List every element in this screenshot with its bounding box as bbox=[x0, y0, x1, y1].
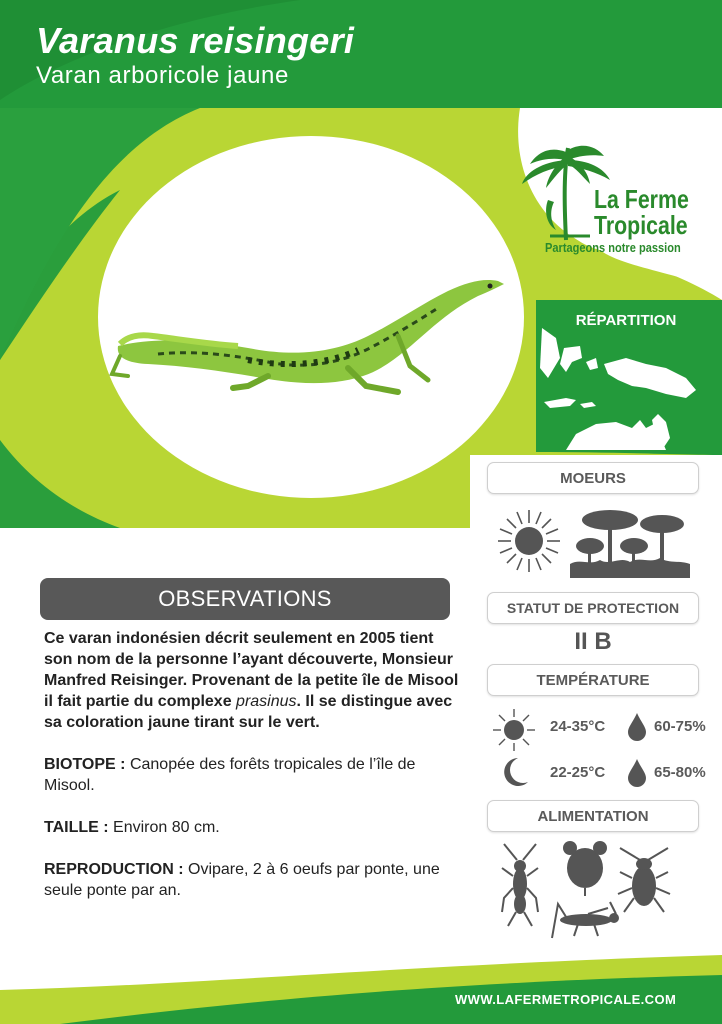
humidity-drop-icon bbox=[626, 758, 648, 788]
temperature-label: TEMPÉRATURE bbox=[487, 664, 699, 696]
moeurs-label: MOEURS bbox=[487, 462, 699, 494]
observations-text-a: Ce varan indonésien décrit seulement en 2005 tient son nom de la personne l’ayant découverte, Monsieur Manfred Reisinger. Provenant de la petite île de Misool il fait partie du complexe bbox=[44, 630, 459, 710]
website-url[interactable]: WWW.LAFERMETROPICALE.COM bbox=[455, 992, 677, 1007]
cricket-icon bbox=[498, 842, 542, 928]
species-photo bbox=[98, 136, 524, 498]
sun-day-icon bbox=[492, 708, 536, 752]
taille-paragraph bbox=[44, 817, 464, 838]
observations-text-b: . Il se distingue avec sa coloration jaune tirant sur le vert. bbox=[44, 693, 453, 731]
sun-diurnal-icon bbox=[496, 508, 562, 574]
tropical-forest-icon bbox=[570, 506, 690, 578]
moon-night-icon bbox=[500, 756, 530, 788]
biotope-paragraph bbox=[44, 754, 464, 796]
biotope-value: Canopée des forêts tropicales de l’île de Misool. bbox=[44, 756, 416, 794]
reproduction-value: Ovipare, 2 à 6 oeufs par ponte, une seule ponte par an. bbox=[44, 861, 440, 899]
reproduction-paragraph bbox=[44, 859, 464, 901]
observations-italic: prasinus bbox=[236, 693, 297, 710]
cockroach-icon bbox=[616, 846, 672, 916]
taille-label: TAILLE : bbox=[44, 819, 109, 836]
grasshopper-icon bbox=[548, 900, 620, 940]
reproduction-label: REPRODUCTION : bbox=[44, 861, 184, 878]
monitor-lizard-illustration bbox=[98, 136, 524, 498]
taille-value: Environ 80 cm. bbox=[108, 819, 220, 836]
biotope-label: BIOTOPE : bbox=[44, 756, 126, 773]
observations-header: OBSERVATIONS bbox=[40, 578, 450, 620]
logo-line-2: Tropicale bbox=[594, 210, 688, 240]
distribution-map bbox=[536, 328, 716, 450]
species-title: Varanus reisingeri bbox=[36, 20, 355, 61]
alimentation-label: ALIMENTATION bbox=[487, 800, 699, 832]
logo-line-1: La Ferme bbox=[594, 184, 689, 214]
repartition-label: RÉPARTITION bbox=[575, 312, 677, 329]
humidity-drop-icon bbox=[626, 712, 648, 742]
statut-protection-value: II B bbox=[574, 628, 612, 655]
statut-protection-label: STATUT DE PROTECTION bbox=[487, 592, 699, 624]
logo-tagline: Partageons notre passion bbox=[545, 240, 681, 255]
day-temperature: 24-35°C bbox=[550, 718, 606, 735]
observations-paragraph bbox=[44, 628, 464, 733]
species-subtitle: Varan arboricole jaune bbox=[36, 62, 289, 89]
night-temperature: 22-25°C bbox=[550, 764, 606, 781]
observations-body bbox=[44, 628, 464, 901]
mouse-icon bbox=[558, 838, 612, 896]
day-humidity: 60-75% bbox=[654, 718, 706, 735]
night-humidity: 65-80% bbox=[654, 764, 706, 781]
